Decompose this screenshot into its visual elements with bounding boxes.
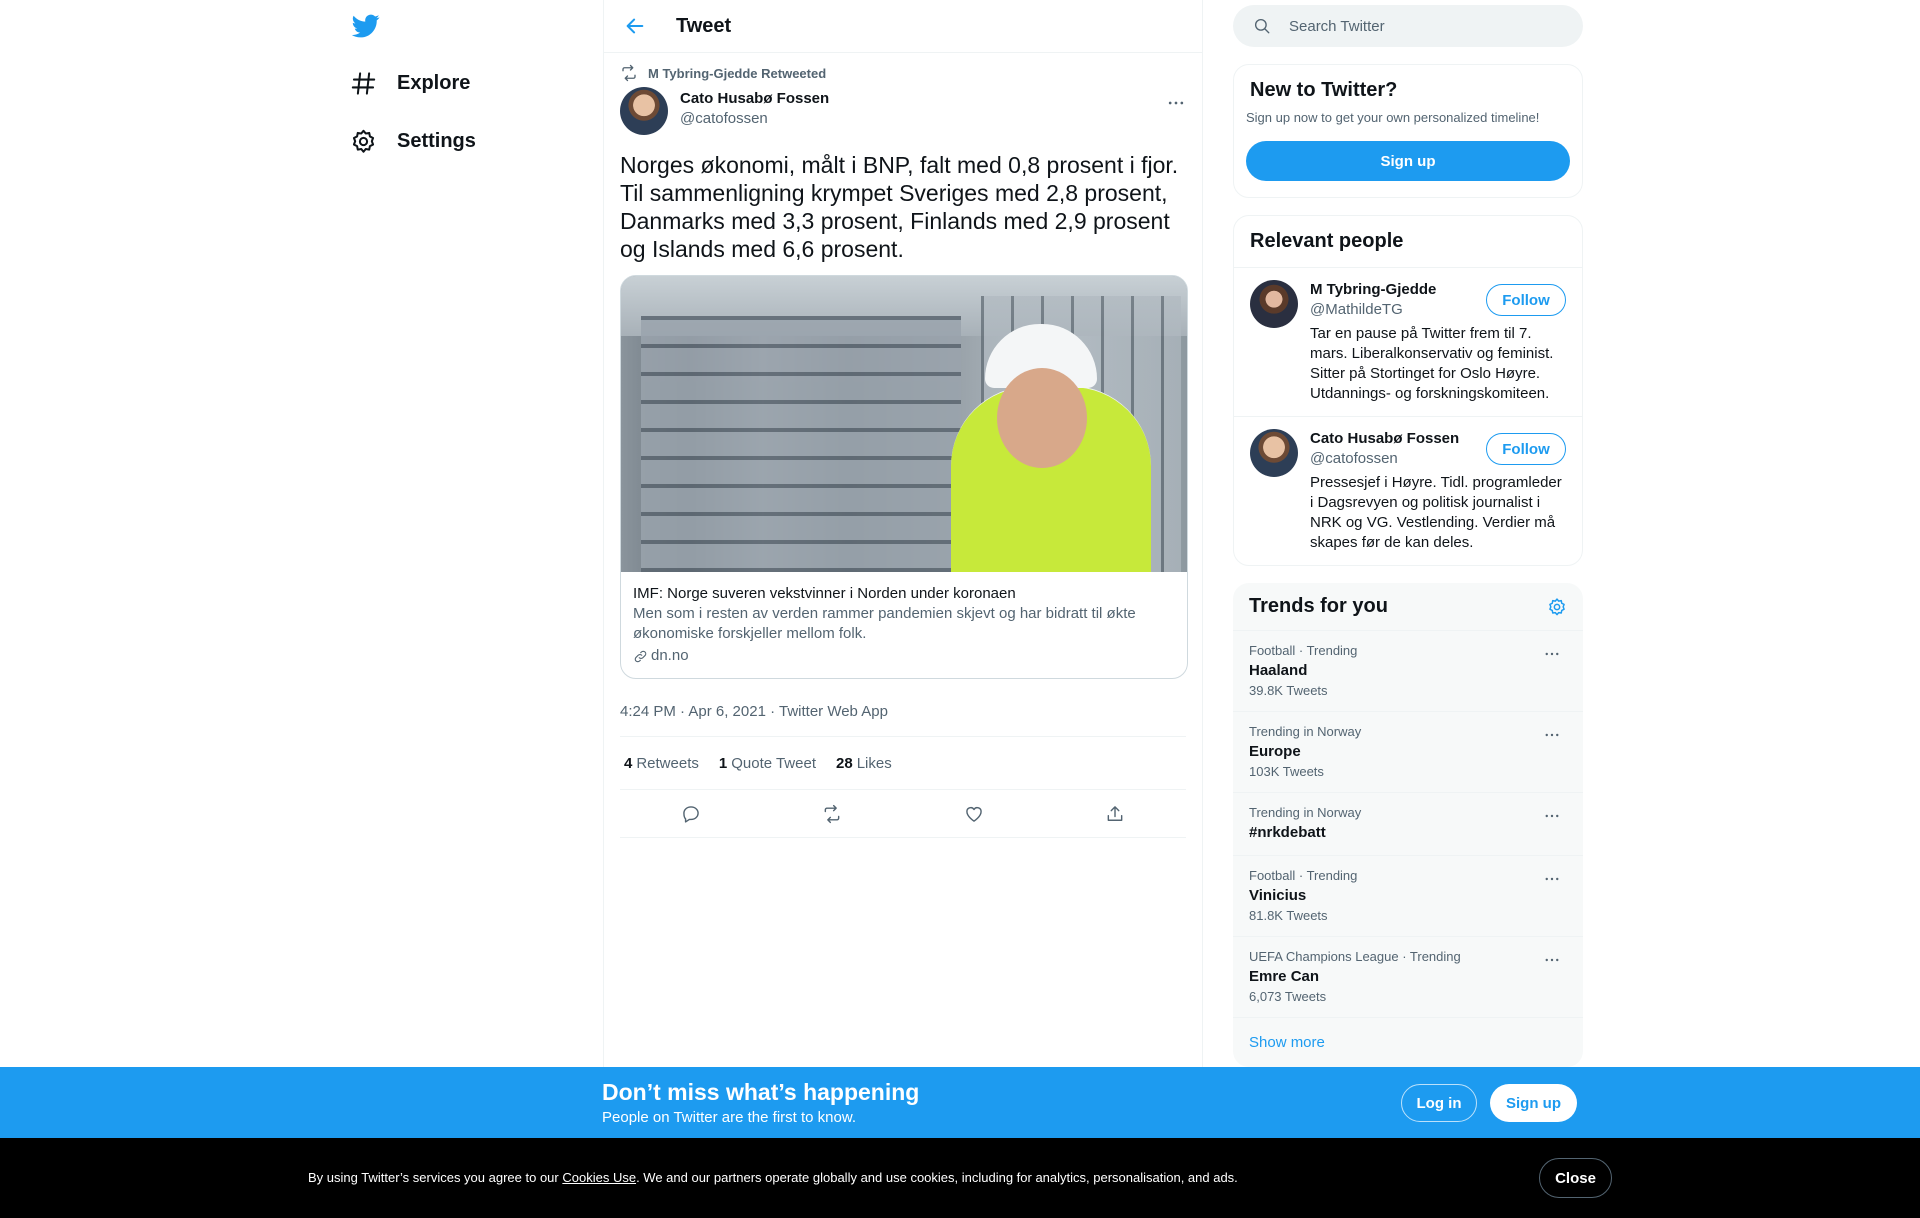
trend-count: 103K Tweets: [1249, 764, 1324, 779]
banner-subtitle: People on Twitter are the first to know.: [602, 1109, 857, 1126]
main-column: [603, 0, 1203, 1218]
nav-explore-label: Explore: [397, 71, 471, 94]
author-name[interactable]: Cato Husabø Fossen: [680, 90, 830, 107]
cookie-text: [308, 1170, 1238, 1185]
quotes-label: Quote Tweet: [731, 754, 816, 772]
trends-header: [1233, 583, 1583, 630]
more-options-icon[interactable]: [1543, 807, 1561, 825]
cookie-bar: [0, 1138, 1920, 1218]
trends-title: Trends for you: [1249, 595, 1388, 617]
tweet-author: [620, 87, 1186, 135]
relevant-people: [1233, 215, 1583, 566]
tweet: [604, 65, 1202, 838]
like-icon[interactable]: [964, 804, 984, 824]
avatar[interactable]: [620, 87, 668, 135]
trend-item[interactable]: [1233, 711, 1583, 792]
retweeted-by: [620, 65, 1186, 81]
twitter-bird-icon[interactable]: [350, 12, 382, 40]
avatar[interactable]: [1250, 280, 1298, 328]
tweet-stats: [620, 737, 1186, 790]
tweet-timestamp: 4:24 PM · Apr 6, 2021 · Twitter Web App: [620, 703, 1186, 737]
nav-settings-label: Settings: [397, 129, 476, 152]
nav-settings[interactable]: [350, 116, 476, 166]
follow-button[interactable]: Follow: [1486, 433, 1566, 465]
cookie-text-after: . We and our partners operate globally and use cookies, including for analytics, personalisation, and ads.: [636, 1170, 1238, 1185]
new-to-twitter-title: New to Twitter?: [1250, 79, 1398, 101]
close-button[interactable]: Close: [1539, 1158, 1612, 1198]
retweets-label: Retweets: [636, 754, 699, 772]
nav-explore[interactable]: [350, 58, 470, 108]
quotes-stat[interactable]: [719, 755, 816, 772]
person-handle[interactable]: @MathildeTG: [1310, 301, 1403, 318]
more-options-icon[interactable]: [1166, 93, 1186, 113]
person-card[interactable]: [1234, 416, 1582, 565]
author-handle[interactable]: @catofossen: [680, 110, 768, 127]
more-options-icon[interactable]: [1543, 870, 1561, 888]
trend-count: 39.8K Tweets: [1249, 683, 1328, 698]
retweets-count: 4: [624, 754, 633, 772]
right-sidebar: [1233, 0, 1583, 1067]
gear-icon: [350, 128, 377, 155]
author-names: [680, 89, 829, 135]
retweeted-by-text: M Tybring-Gjedde Retweeted: [648, 65, 827, 81]
trends-panel: [1233, 583, 1583, 1067]
cookies-use-link[interactable]: Cookies Use: [562, 1170, 637, 1185]
person-handle[interactable]: @catofossen: [1310, 450, 1398, 467]
follow-button[interactable]: Follow: [1486, 284, 1566, 316]
relevant-people-title: Relevant people: [1250, 230, 1404, 252]
quotes-count: 1: [718, 754, 728, 772]
retweets-stat[interactable]: [624, 755, 699, 772]
trend-name: Europe: [1249, 743, 1301, 760]
likes-count: 28: [836, 754, 853, 772]
trend-count: 81.8K Tweets: [1249, 908, 1328, 923]
page-header: [604, 0, 1202, 53]
share-icon[interactable]: [1105, 804, 1125, 824]
card-domain-text: dn.no: [651, 647, 689, 664]
trend-count: 6,073 Tweets: [1249, 989, 1327, 1004]
banner-signup-button[interactable]: Sign up: [1490, 1084, 1577, 1122]
person-name[interactable]: Cato Husabø Fossen: [1310, 430, 1460, 447]
trend-context: UEFA Champions League · Trending: [1249, 949, 1461, 964]
card-domain: [633, 646, 1175, 666]
search-icon: [1253, 17, 1271, 35]
cookie-text-before: By using Twitter’s services you agree to our: [308, 1170, 563, 1185]
new-to-twitter: [1233, 64, 1583, 198]
person-bio: Tar en pause på Twitter frem til 7. mars. Liberalkonservativ og feminist. Sitter på Stortinget for Oslo Høyre. Utdannings- og forskningskomiteen.: [1310, 325, 1554, 402]
person-card[interactable]: [1234, 267, 1582, 416]
trend-item[interactable]: [1233, 630, 1583, 711]
more-options-icon[interactable]: [1543, 726, 1561, 744]
card-image: [621, 276, 1187, 572]
person-name[interactable]: M Tybring-Gjedde: [1310, 281, 1437, 298]
trend-item[interactable]: [1233, 855, 1583, 936]
trend-context: Football · Trending: [1249, 643, 1358, 658]
link-icon: [633, 649, 648, 664]
trend-item[interactable]: [1233, 936, 1583, 1017]
trend-name: Vinicius: [1249, 887, 1307, 904]
trend-context: Trending in Norway: [1249, 724, 1362, 739]
hashtag-icon: [350, 70, 377, 97]
login-button[interactable]: Log in: [1401, 1084, 1477, 1122]
link-card[interactable]: [620, 275, 1188, 679]
new-to-twitter-subtitle: Sign up now to get your own personalized timeline!: [1246, 110, 1540, 125]
card-title: IMF: Norge suveren vekstvinner i Norden under koronaen: [633, 585, 1016, 602]
trend-context: Trending in Norway: [1249, 805, 1362, 820]
trend-context: Football · Trending: [1249, 868, 1358, 883]
trend-name: Emre Can: [1249, 968, 1320, 985]
sidebar-signup-button[interactable]: Sign up: [1246, 141, 1570, 181]
retweet-icon: [620, 64, 638, 82]
search-box[interactable]: [1233, 5, 1583, 47]
signup-banner: [0, 1067, 1920, 1138]
banner-title: Don’t miss what’s happening: [602, 1079, 920, 1105]
avatar[interactable]: [1250, 429, 1298, 477]
page-title: Tweet: [676, 14, 732, 37]
card-body: [621, 572, 1187, 678]
person-bio: Pressesjef i Høyre. Tidl. programleder i Dagsrevyen og politisk journalist i NRK og VG. Vestlending. Verdier må skapes før de kan deles.: [1310, 474, 1562, 551]
more-options-icon[interactable]: [1543, 645, 1561, 663]
trend-item[interactable]: [1233, 792, 1583, 855]
gear-icon[interactable]: [1547, 597, 1567, 617]
tweet-text: Norges økonomi, målt i BNP, falt med 0,8 prosent i fjor. Til sammenligning krympet Sveriges med 2,8 prosent, Danmarks med 3,3 prosent, Finlands med 2,9 prosent og Islands med 6,6 prosent.: [620, 152, 1179, 262]
arrow-left-icon[interactable]: [624, 15, 646, 37]
trend-name: #nrkdebatt: [1249, 824, 1326, 841]
retweet-action-icon[interactable]: [822, 804, 842, 824]
reply-icon[interactable]: [681, 804, 701, 824]
search-input[interactable]: [1289, 18, 1539, 35]
more-options-icon[interactable]: [1543, 951, 1561, 969]
likes-label: Likes: [856, 754, 892, 772]
likes-stat[interactable]: [836, 755, 892, 772]
trend-name: Haaland: [1249, 662, 1308, 679]
card-description: Men som i resten av verden rammer pandemien skjevt og har bidratt til økte økonomiske forskjeller mellom folk.: [633, 605, 1136, 642]
show-more-link[interactable]: Show more: [1233, 1017, 1583, 1067]
tweet-actions: [620, 790, 1186, 838]
